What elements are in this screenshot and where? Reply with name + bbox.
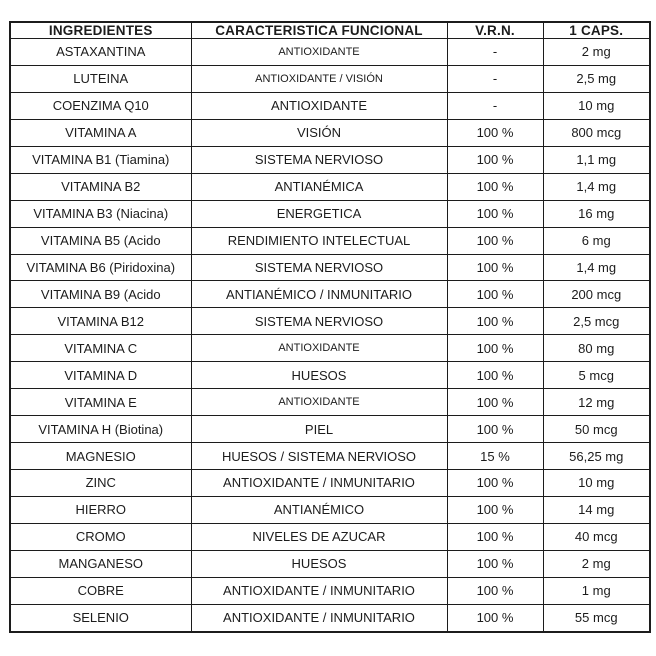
vrn-cell: 100 % [447, 254, 543, 281]
function-cell: VISIÓN [191, 119, 447, 146]
ingredient-cell: ZINC [10, 470, 191, 497]
ingredient-cell: VITAMINA B9 (Acido [10, 281, 191, 308]
table-row [10, 146, 650, 173]
vrn-cell: 100 % [447, 119, 543, 146]
function-cell: ENERGETICA [191, 200, 447, 227]
vrn-cell: 100 % [447, 335, 543, 362]
amount-cell: 12 mg [543, 389, 650, 416]
amount-cell: 1 mg [543, 577, 650, 604]
amount-cell: 2 mg [543, 39, 650, 66]
function-cell: ANTIANÉMICO / INMUNITARIO [191, 281, 447, 308]
amount-cell: 14 mg [543, 496, 650, 523]
table-row [10, 443, 650, 470]
table-row [10, 604, 650, 632]
vrn-cell: - [447, 92, 543, 119]
function-cell: ANTIANÉMICA [191, 173, 447, 200]
header-vrn: V.R.N. [447, 22, 543, 39]
ingredients-table [9, 21, 651, 633]
function-cell: SISTEMA NERVIOSO [191, 254, 447, 281]
table-row [10, 281, 650, 308]
ingredient-cell: VITAMINA B2 [10, 173, 191, 200]
function-cell: HUESOS [191, 550, 447, 577]
function-cell: SISTEMA NERVIOSO [191, 146, 447, 173]
ingredient-cell: VITAMINA D [10, 362, 191, 389]
ingredient-cell: VITAMINA B12 [10, 308, 191, 335]
amount-cell: 1,4 mg [543, 254, 650, 281]
ingredient-cell: LUTEINA [10, 65, 191, 92]
function-cell: ANTIOXIDANTE / INMUNITARIO [191, 577, 447, 604]
ingredient-cell: COENZIMA Q10 [10, 92, 191, 119]
vrn-cell: 100 % [447, 550, 543, 577]
table-row [10, 362, 650, 389]
ingredient-cell: VITAMINA B5 (Acido [10, 227, 191, 254]
vrn-cell: 100 % [447, 577, 543, 604]
function-cell: ANTIOXIDANTE [191, 335, 447, 362]
table-row [10, 119, 650, 146]
function-cell: ANTIOXIDANTE / INMUNITARIO [191, 604, 447, 632]
function-cell: ANTIOXIDANTE [191, 39, 447, 66]
amount-cell: 6 mg [543, 227, 650, 254]
function-cell: PIEL [191, 416, 447, 443]
ingredient-cell: VITAMINA B6 (Piridoxina) [10, 254, 191, 281]
ingredient-cell: COBRE [10, 577, 191, 604]
function-cell: ANTIANÉMICO [191, 496, 447, 523]
vrn-cell: 100 % [447, 281, 543, 308]
amount-cell: 2,5 mcg [543, 308, 650, 335]
table-body [10, 39, 650, 633]
amount-cell: 800 mcg [543, 119, 650, 146]
function-cell: ANTIOXIDANTE / INMUNITARIO [191, 470, 447, 497]
ingredient-cell: VITAMINA H (Biotina) [10, 416, 191, 443]
vrn-cell: - [447, 39, 543, 66]
table-row [10, 200, 650, 227]
ingredient-cell: VITAMINA B1 (Tiamina) [10, 146, 191, 173]
amount-cell: 16 mg [543, 200, 650, 227]
amount-cell: 2 mg [543, 550, 650, 577]
table-row [10, 227, 650, 254]
vrn-cell: 100 % [447, 523, 543, 550]
function-cell: ANTIOXIDANTE [191, 92, 447, 119]
table-row [10, 335, 650, 362]
table-row [10, 416, 650, 443]
amount-cell: 40 mcg [543, 523, 650, 550]
amount-cell: 200 mcg [543, 281, 650, 308]
table-row [10, 65, 650, 92]
ingredient-cell: VITAMINA C [10, 335, 191, 362]
vrn-cell: 100 % [447, 389, 543, 416]
table-header [10, 22, 650, 39]
amount-cell: 50 mcg [543, 416, 650, 443]
function-cell: HUESOS / SISTEMA NERVIOSO [191, 443, 447, 470]
table-row [10, 308, 650, 335]
table-row [10, 389, 650, 416]
amount-cell: 80 mg [543, 335, 650, 362]
amount-cell: 10 mg [543, 470, 650, 497]
vrn-cell: 100 % [447, 146, 543, 173]
ingredient-cell: VITAMINA A [10, 119, 191, 146]
table-row [10, 173, 650, 200]
ingredient-cell: SELENIO [10, 604, 191, 632]
ingredient-cell: ASTAXANTINA [10, 39, 191, 66]
table-row [10, 496, 650, 523]
function-cell: HUESOS [191, 362, 447, 389]
header-caracteristica-funcional: CARACTERISTICA FUNCIONAL [191, 22, 447, 39]
amount-cell: 55 mcg [543, 604, 650, 632]
vrn-cell: 100 % [447, 604, 543, 632]
amount-cell: 2,5 mg [543, 65, 650, 92]
ingredient-cell: VITAMINA E [10, 389, 191, 416]
table-row [10, 92, 650, 119]
amount-cell: 1,4 mg [543, 173, 650, 200]
vrn-cell: 100 % [447, 496, 543, 523]
vrn-cell: 100 % [447, 227, 543, 254]
ingredient-cell: MAGNESIO [10, 443, 191, 470]
ingredient-cell: MANGANESO [10, 550, 191, 577]
vrn-cell: 100 % [447, 308, 543, 335]
table-row [10, 39, 650, 66]
function-cell: ANTIOXIDANTE [191, 389, 447, 416]
vrn-cell: 15 % [447, 443, 543, 470]
header-1caps: 1 CAPS. [543, 22, 650, 39]
header-row [10, 22, 650, 39]
function-cell: RENDIMIENTO INTELECTUAL [191, 227, 447, 254]
vrn-cell: 100 % [447, 362, 543, 389]
vrn-cell: 100 % [447, 173, 543, 200]
vrn-cell: 100 % [447, 470, 543, 497]
vrn-cell: 100 % [447, 416, 543, 443]
ingredient-cell: VITAMINA B3 (Niacina) [10, 200, 191, 227]
amount-cell: 5 mcg [543, 362, 650, 389]
vrn-cell: 100 % [447, 200, 543, 227]
table-row [10, 254, 650, 281]
function-cell: SISTEMA NERVIOSO [191, 308, 447, 335]
function-cell: NIVELES DE AZUCAR [191, 523, 447, 550]
amount-cell: 56,25 mg [543, 443, 650, 470]
table-row [10, 577, 650, 604]
ingredient-cell: HIERRO [10, 496, 191, 523]
function-cell: ANTIOXIDANTE / VISIÓN [191, 65, 447, 92]
table-row [10, 523, 650, 550]
table-row [10, 470, 650, 497]
amount-cell: 10 mg [543, 92, 650, 119]
table-row [10, 550, 650, 577]
amount-cell: 1,1 mg [543, 146, 650, 173]
ingredient-cell: CROMO [10, 523, 191, 550]
vrn-cell: - [447, 65, 543, 92]
header-ingredientes: INGREDIENTES [10, 22, 191, 39]
